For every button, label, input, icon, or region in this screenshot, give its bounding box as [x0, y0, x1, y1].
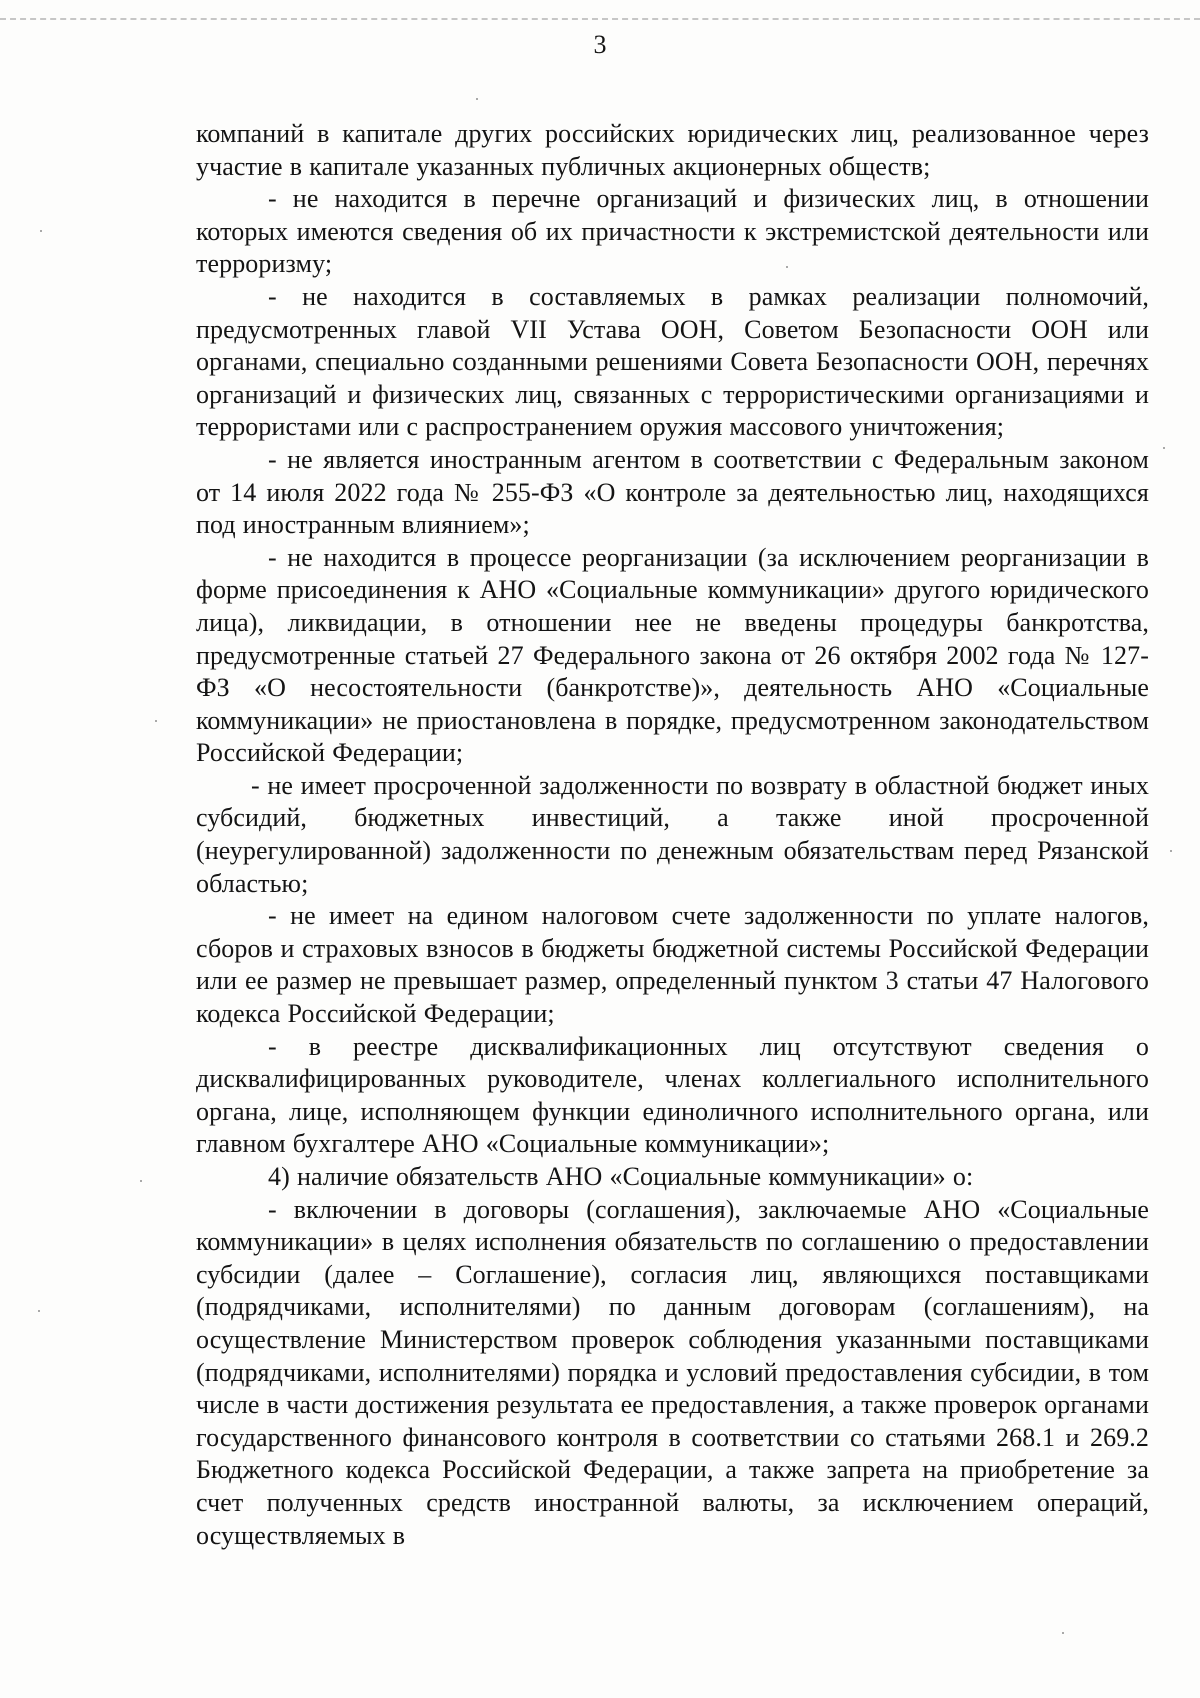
scan-speck: [40, 230, 42, 232]
scan-top-border: [0, 18, 1200, 20]
paragraph-disqualification: - в реестре дисквалификационных лиц отсутствуют сведения о дисквалифицированных руководителе, членах коллегиального исполнительного органа, лице, исполняющем функции единоличного исполнительного органа, или главном бухгалтере АНО «Социальные коммуникации»;: [196, 1031, 1149, 1159]
document-body: [196, 118, 1149, 1552]
scan-speck: [38, 1310, 40, 1312]
scan-speck: [1170, 850, 1172, 852]
scan-speck: [786, 266, 788, 268]
paragraph-continuation: компаний в капитале других российских юридических лиц, реализованное через участие в капитале указанных публичных акционерных обществ;: [196, 119, 1149, 181]
scan-speck: [476, 98, 478, 100]
paragraph-un-lists: - не находится в составляемых в рамках реализации полномочий, предусмотренных главой VII Устава ООН, Советом Безопасности ООН или органами, специально созданными решениями Совета Безопасности ООН, перечнях организаций и физических лиц, связанных с террористическими организациями и террористами или с распространением оружия массового уничтожения;: [196, 281, 1149, 442]
paragraph-tax-debt: - не имеет на едином налоговом счете задолженности по уплате налогов, сборов и страховых взносов в бюджеты бюджетной системы Российской Федерации или ее размер не превышает размер, определенный пунктом 3 статьи 47 Налогового кодекса Российской Федерации;: [196, 901, 1149, 1029]
paragraph-foreign-agent: - не является иностранным агентом в соответствии с Федеральным законом от 14 июля 2022 года № 255-ФЗ «О контроле за деятельностью лиц, находящихся под иностранным влиянием»;: [196, 444, 1149, 540]
page-number: 3: [593, 30, 607, 59]
scan-speck: [140, 1180, 142, 1182]
paragraph-contracts-inclusion: - включении в договоры (соглашения), заключаемые АНО «Социальные коммуникации» в целях исполнения обязательств по соглашению о предоставлении субсидии (далее – Соглашение), согласия лиц, являющихся поставщиками (подрядчиками, исполнителями) по данным договорам (соглашениям), на осуществление Министерством проверок соблюдения указанными поставщиками (подрядчиками, исполнителями) порядка и условий предоставления субсидии, в том числе в части достижения результата ее предоставления, а также проверок органами государственного финансового контроля в соответствии со статьями 268.1 и 269.2 Бюджетного кодекса Российской Федерации, а также запрета на приобретение за счет полученных средств иностранной валюты, за исключением операций, осуществляемых в: [196, 1194, 1149, 1550]
paragraph-obligations-heading: 4) наличие обязательств АНО «Социальные коммуникации» о:: [268, 1162, 974, 1191]
paragraph-extremism-list: - не находится в перечне организаций и физических лиц, в отношении которых имеются сведения об их причастности к экстремистской деятельности или терроризму;: [196, 184, 1149, 279]
paragraph-reorganization: - не находится в процессе реорганизации (за исключением реорганизации в форме присоединения к АНО «Социальные коммуникации» другого юридического лица), ликвидации, в отношении нее не введены процедуры банкротства, предусмотренные статьей 27 Федерального закона от 26 октября 2002 года № 127-ФЗ «О несостоятельности (банкротстве)», деятельность АНО «Социальные коммуникации» не приостановлена в порядке, предусмотренном законодательством Российской Федерации;: [196, 542, 1149, 768]
scan-speck: [155, 720, 157, 722]
scan-speck: [1163, 447, 1165, 449]
scan-speck: [1062, 1632, 1064, 1634]
paragraph-overdue-debt: - не имеет просроченной задолженности по возврату в областной бюджет иных субсидий, бюджетных инвестиций, а также иной просроченной (неурегулированной) задолженности по денежным обязательствам перед Рязанской областью;: [196, 770, 1149, 898]
